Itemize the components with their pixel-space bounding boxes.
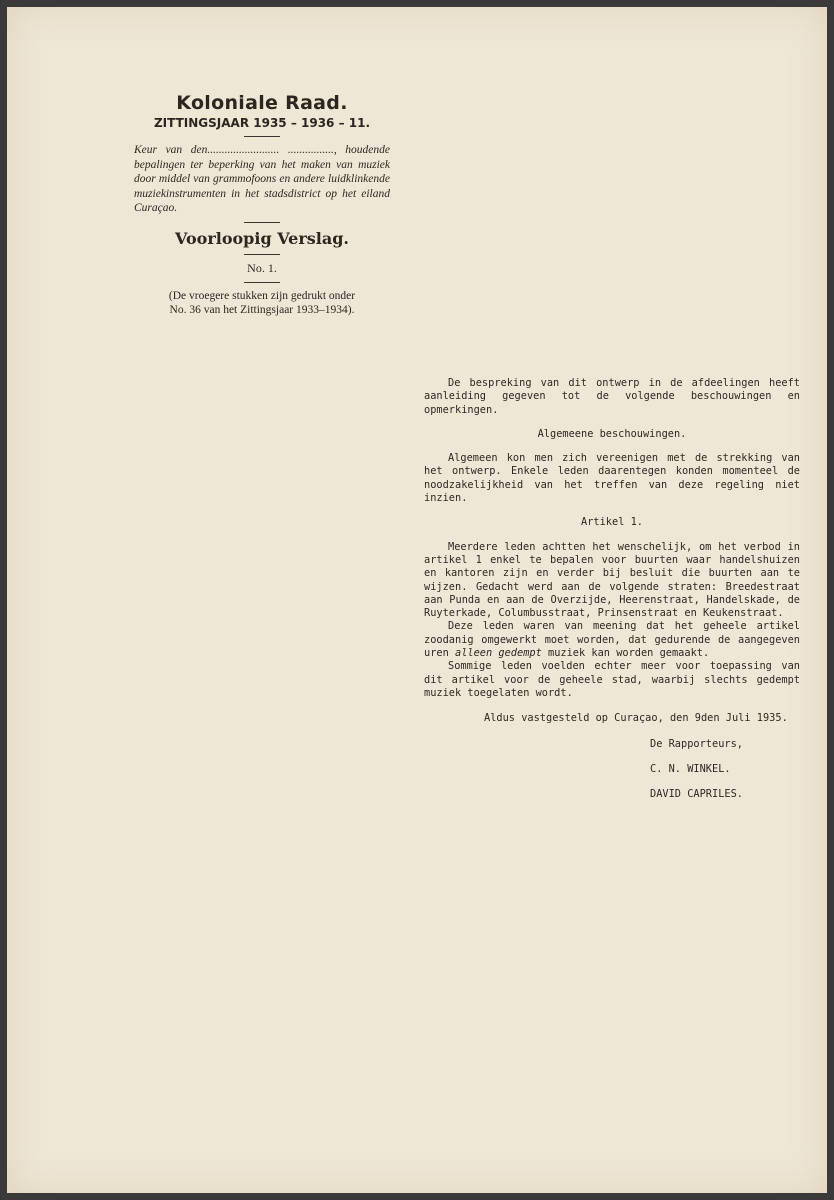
report-number: No. 1.: [247, 260, 277, 275]
article-paragraph: [424, 620, 800, 660]
report-title: Voorloopig Verslag.: [175, 228, 349, 248]
reference-note-line: No. 36 van het Zittingsjaar 1933–1934).: [169, 303, 355, 316]
divider: [244, 222, 280, 223]
session-year: ZITTINGSJAAR 1935 – 1936 – 11.: [153, 116, 371, 130]
ordinance-subject: Keur van den......................... ................, houdende bepalingen ter beperking van het maken van muziek door middel van grammofoons en andere luidklinkende muziekinstrumenten in het stadsdistrict op het eiland Curaçao.: [134, 144, 390, 214]
divider: [244, 254, 280, 255]
general-paragraph: Algemeen kon men zich vereenigen met de strekking van het ontwerp. Enkele leden daarentegen konden momenteel de noodzakelijkheid van het treffen van deze regeling niet inzien.: [424, 452, 800, 505]
rapporteurs-label: De Rapporteurs,: [650, 737, 743, 750]
reference-note-line: (De vroegere stukken zijn gedrukt onder: [168, 289, 356, 302]
rapporteur-name: DAVID CAPRILES.: [650, 788, 743, 801]
section-heading-general: Algemeene beschouwingen.: [537, 427, 687, 440]
report-body: [424, 377, 800, 801]
closing-line: Aldus vastgesteld op Curaçao, den 9den Juli 1935.: [484, 712, 788, 725]
section-heading-article: Artikel 1.: [581, 516, 643, 529]
article-paragraph: Sommige leden voelden echter meer voor toepassing van dit artikel voor de geheele stad, waarbij slechts gedempt muziek toegelaten wordt.: [424, 660, 800, 699]
document-header: [134, 92, 390, 317]
article-text: muziek kan worden gemaakt.: [541, 647, 710, 660]
reference-note: [134, 289, 390, 317]
council-title: Koloniale Raad.: [176, 92, 348, 114]
article-text: Deze leden waren van meening dat het geheele artikel zoodanig omgewerkt moet worden, dat gedurende de aangegeven uren: [424, 620, 800, 660]
divider: [244, 136, 280, 137]
article-paragraph: Meerdere leden achtten het wenschelijk, om het verbod in artikel 1 enkel te bepalen voor buurten waar handelshuizen en kantoren zijn en verder bij besluit die buurten aan te wijzen. Gedacht werd aan de volgende straten: Breedestraat aan Punda en aan de Overzijde, Heerenstraat, Handelskade, de Ruyterkade, Columbusstraat, Prinsenstraat en Keukenstraat.: [424, 540, 800, 620]
document-page: [7, 7, 827, 1193]
article-emphasis: alleen gedempt: [455, 647, 542, 660]
rapporteur-name: C. N. WINKEL.: [650, 762, 731, 775]
intro-paragraph: De bespreking van dit ontwerp in de afdeelingen heeft aanleiding gegeven tot de volgende beschouwingen en opmerkingen.: [424, 377, 800, 416]
divider: [244, 282, 280, 283]
